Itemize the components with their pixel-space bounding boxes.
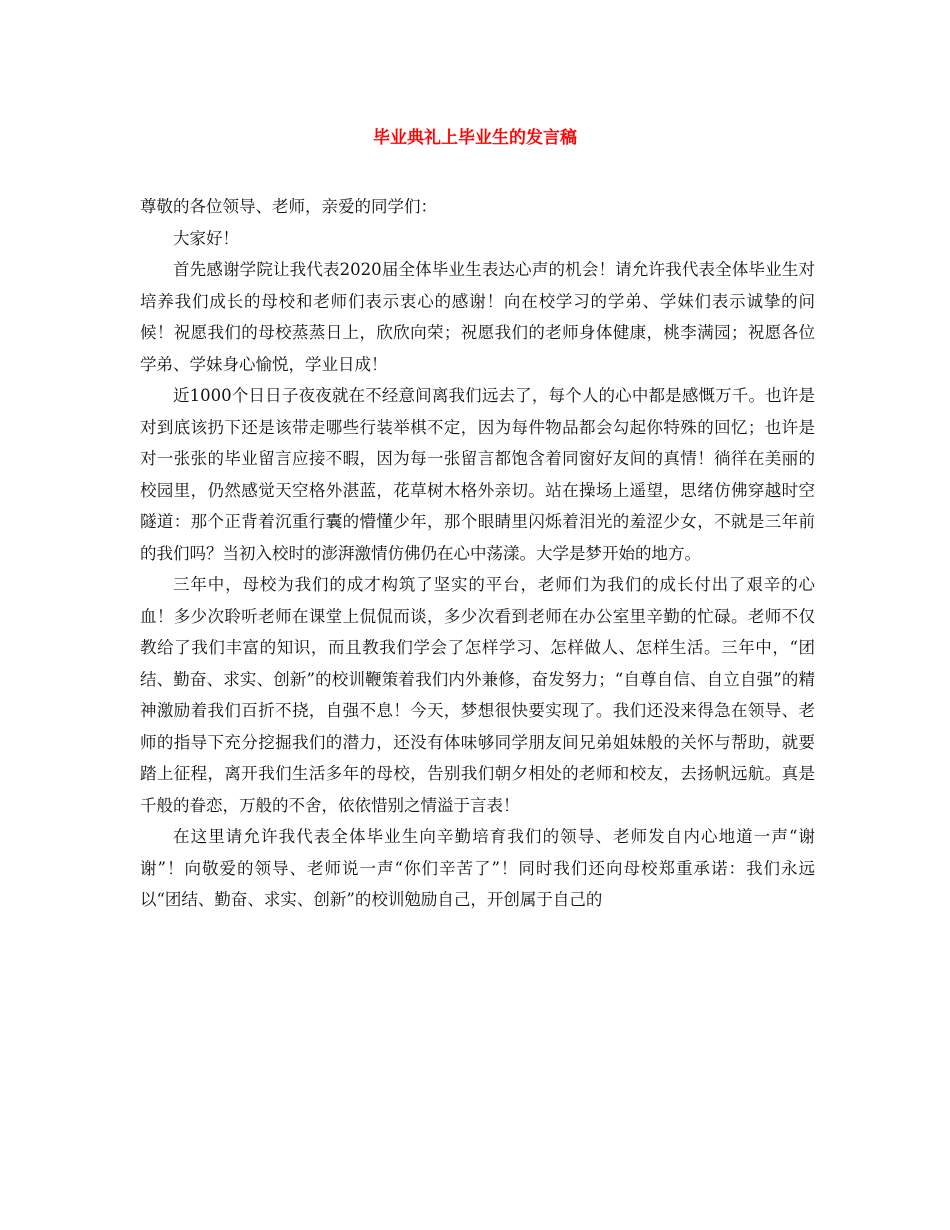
paragraph-thanks: 首先感谢学院让我代表2020届全体毕业生表达心声的机会！请允许我代表全体毕业生对培养我们成长的母校和老师们表示衷心的感谢！向在校学习的学弟、学妹们表示诚挚的问候！祝愿我们的母校蒸蒸日上，欣欣向荣；祝愿我们的老师身体健康，桃李满园；祝愿各位学弟、学妹身心愉悦，学业日成！ (140, 260, 815, 374)
salutation: 尊敬的各位领导、老师，亲爱的同学们： (140, 197, 437, 216)
paragraph-memories: 近1000个日日子夜夜就在不经意间离我们远去了，每个人的心中都是感慨万千。也许是对到底该扔下还是该带走哪些行装举棋不定，因为每件物品都会勾起你特殊的回忆；也许是对一张张的毕业留言应接不暇，因为每一张留言都饱含着同窗好友间的真情！徜徉在美丽的校园里，仍然感觉天空格外湛蓝，花草树木格外亲切。站在操场上遥望，思绪仿佛穿越时空隧道：那个正背着沉重行囊的懵懂少年，那个眼睛里闪烁着泪光的羞涩少女，不就是三年前的我们吗？当初入校时的澎湃激情仿佛仍在心中荡漾。大学是梦开始的地方。 (140, 386, 815, 563)
paragraph-greeting: 大家好！ (173, 228, 239, 248)
document-title: 毕业典礼上毕业生的发言稿 (373, 128, 577, 148)
paragraph-three-years: 三年中，母校为我们的成才构筑了坚实的平台，老师们为我们的成长付出了艰辛的心血！多少次聆听老师在课堂上侃侃而谈，多少次看到老师在办公室里辛勤的忙碌。老师不仅教给了我们丰富的知识，而且教我们学会了怎样学习、怎样做人、怎样生活。三年中，“团结、勤奋、求实、创新”的校训鞭策着我们内外兼修，奋发努力；“自尊自信、自立自强”的精神激励着我们百折不挠，自强不息！今天，梦想很快要实现了。我们还没来得急在领导、老师的指导下充分挖掘我们的潜力，还没有体味够同学朋友间兄弟姐妹般的关怀与帮助，就要踏上征程，离开我们生活多年的母校，告别我们朝夕相处的老师和校友，去扬帆远航。真是千般的眷恋，万般的不舍，依依惜别之情溢于言表！ (140, 575, 815, 815)
document-body (140, 191, 815, 916)
paragraph-promise: 在这里请允许我代表全体毕业生向辛勤培育我们的领导、老师发自内心地道一声“谢谢”！向敬爱的领导、老师说一声“你们辛苦了”！同时我们还向母校郑重承诺：我们永远以“团结、勤奋、求实、创新”的校训勉励自己，开创属于自己的 (140, 827, 815, 909)
